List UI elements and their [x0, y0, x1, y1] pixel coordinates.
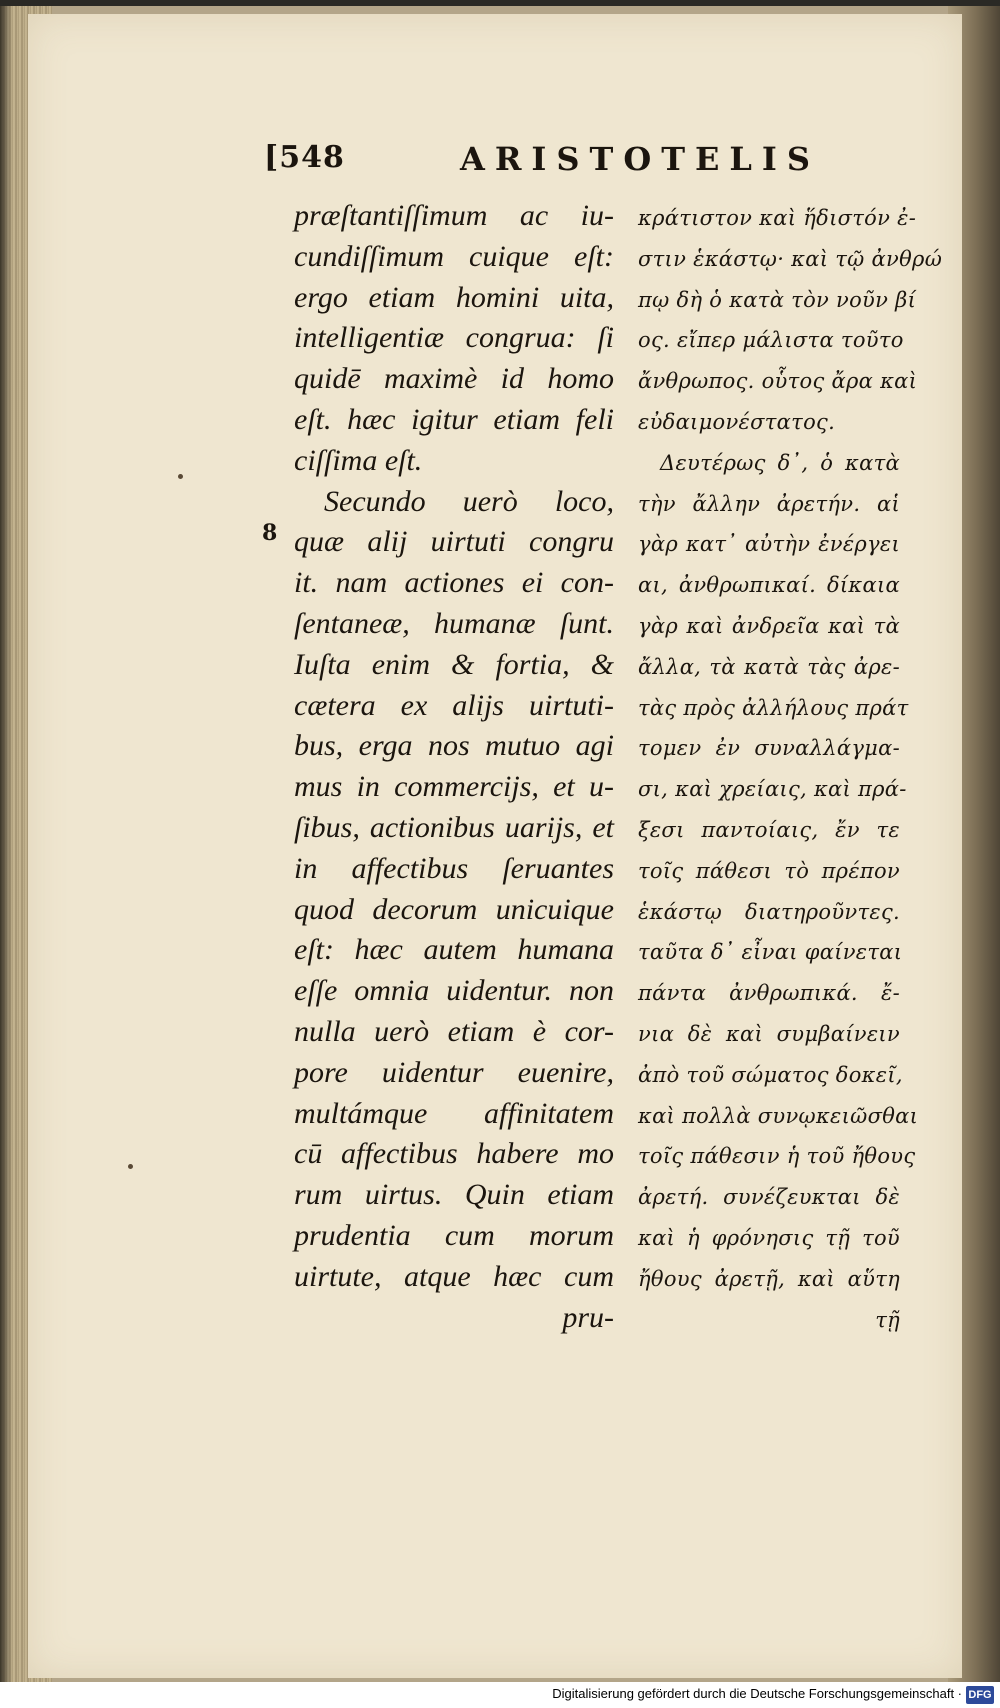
latin-line: eſt: hæc autem humana [294, 933, 614, 967]
greek-line: στιν ἑκάστῳ· καὶ τῷ ἀνθρώ [638, 246, 943, 271]
greek-line: γὰρ κατ᾽ αὐτὴν ἐνέργει [638, 532, 900, 557]
greek-line: ος. εἴπερ μάλιστα τοῦτο [638, 328, 904, 353]
latin-line: pore uidentur euenire, [294, 1055, 614, 1089]
latin-line: eſſe omnia uidentur. non [294, 974, 614, 1008]
greek-line: κράτιστον καὶ ἥδιστόν ἐ- [638, 206, 917, 230]
greek-catchword: τῇ [875, 1307, 900, 1332]
latin-line: it. nam actiones ei con- [294, 566, 614, 600]
latin-line: Secundo uerò loco, [324, 484, 614, 518]
latin-line: præſtantiſſimum ac iu- [294, 199, 614, 232]
ink-spot [178, 474, 183, 479]
latin-line: cū affectibus habere mo [294, 1137, 614, 1171]
greek-line: ἤθους ἀρετῇ, καὶ αὕτη [638, 1266, 900, 1291]
greek-line: πῳ δὴ ὁ κατὰ τὸν νοῦν βί [638, 287, 917, 312]
latin-line: quæ alij uirtuti congru [294, 525, 614, 559]
dfg-logo: DFG [966, 1686, 994, 1704]
book-page [28, 14, 962, 1678]
latin-line: cundiſſimum cuique eſt: [294, 239, 614, 273]
greek-line: Δευτέρως δ᾽, ὁ κατὰ [660, 450, 900, 475]
latin-line: intelligentiæ congrua: ſi [294, 321, 614, 355]
attribution-text: Digitalisierung gefördert durch die Deutsche Forschungsgemeinschaft · [552, 1686, 962, 1701]
greek-line: ξεσι παντοίαις, ἔν τε [638, 817, 900, 842]
greek-line: καὶ ἡ φρόνησις τῇ τοῦ [638, 1225, 900, 1250]
greek-line: τοῖς πάθεσιν ἡ τοῦ ἤθους [638, 1144, 916, 1169]
latin-line: cætera ex alijs uirtuti- [294, 688, 614, 722]
greek-text-column [638, 198, 943, 1340]
latin-line: ciſſima eſt. [294, 443, 423, 477]
latin-line: quod decorum unicuique [294, 892, 614, 926]
latin-text-column [294, 196, 614, 1338]
page-number: [548 [264, 140, 345, 175]
greek-line: πάντα ἀνθρωπικά. ἔ- [638, 981, 900, 1006]
latin-line: ſibus, actionibus uarijs, et [294, 810, 614, 844]
greek-line: ἑκάστῳ διατηροῦντες. [638, 899, 900, 924]
latin-line: ergo etiam homini uita, [294, 280, 614, 314]
greek-line: καὶ πολλὰ συνῳκειῶσθαι [638, 1103, 919, 1128]
running-title: ARISTOTELIS [460, 140, 820, 178]
greek-line: νια δὲ καὶ συμβαίνειν [638, 1021, 900, 1046]
latin-line: uirtute, atque hæc cum [294, 1259, 614, 1293]
latin-line: nulla uerò etiam è cor- [294, 1014, 614, 1048]
greek-line: ἄνθρωπος. οὗτος ἄρα καὶ [638, 369, 918, 394]
greek-line: ταῦτα δ᾽ εἶναι φαίνεται [638, 940, 903, 965]
ink-spot [128, 1164, 133, 1169]
greek-line: σι, καὶ χρείαις, καὶ πρά- [638, 777, 907, 802]
greek-line: εὐδαιμονέστατος. [638, 409, 836, 434]
greek-line: τὴν ἄλλην ἀρετήν. αἱ [638, 491, 900, 516]
latin-line: prudentia cum morum [294, 1218, 614, 1252]
latin-line: multámque affinitatem [294, 1096, 614, 1130]
latin-line: eſt. hæc igitur etiam feli [294, 402, 614, 436]
running-head [28, 140, 962, 190]
latin-line: in affectibus ſeruantes [294, 851, 614, 885]
latin-line: quidē maximè id homo [294, 362, 614, 396]
greek-line: τοῖς πάθεσι τὸ πρέπον [638, 858, 900, 883]
greek-line: γὰρ καὶ ἀνδρεῖα καὶ τὰ [638, 613, 900, 638]
greek-line: αι, ἀνθρωπικαί. δίκαια [638, 573, 900, 598]
digitization-footer [0, 1682, 1000, 1708]
greek-line: ἄλλα, τὰ κατὰ τὰς ἀρε- [638, 654, 900, 679]
latin-line: ſentaneæ, humanæ ſunt. [294, 606, 614, 640]
book-shadow [0, 6, 12, 1682]
latin-line: mus in commercijs, et u- [294, 770, 614, 804]
latin-line: bus, erga nos mutuo agi [294, 729, 614, 763]
greek-line: ἀπὸ τοῦ σώματος δοκεῖ, [638, 1062, 903, 1087]
latin-line: rum uirtus. Quin etiam [294, 1178, 614, 1212]
greek-line: ἀρετή. συνέζευκται δὲ [638, 1185, 900, 1210]
margin-section-number: 8 [262, 520, 278, 546]
latin-catchword: pru- [562, 1300, 614, 1334]
greek-line: τὰς πρὸς ἀλλήλους πράτ [638, 695, 909, 720]
greek-line: τομεν ἐν συναλλάγμα- [638, 736, 900, 761]
latin-line: Iuſta enim & fortia, & [294, 647, 614, 681]
